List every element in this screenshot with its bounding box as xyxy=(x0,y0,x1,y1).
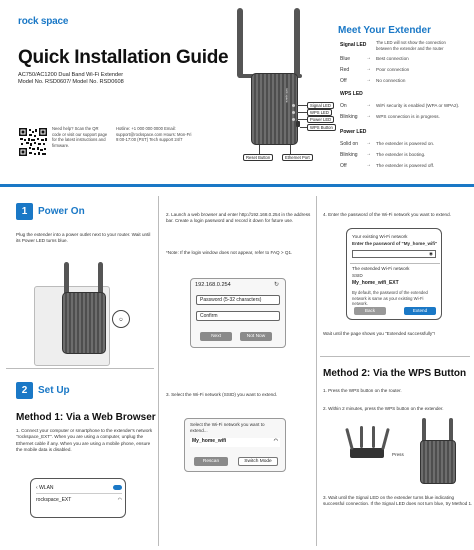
back-button[interactable]: Back xyxy=(354,307,386,315)
router-device xyxy=(350,448,384,458)
confirm-field[interactable]: Confirm xyxy=(196,311,280,321)
qr-code-icon xyxy=(18,127,48,157)
callout-ethernet-port: Ethernet Port xyxy=(282,154,313,161)
power-state: Solid on xyxy=(340,141,359,147)
password-prompt: Enter the password of "My_home_wifi" xyxy=(352,241,438,246)
method2-step2-text: 2. Within 2 minutes, press the WPS button on the extender. xyxy=(323,406,444,411)
next-button[interactable]: Next xyxy=(200,332,232,341)
power-led-icon xyxy=(292,118,295,121)
press-label: Press xyxy=(392,452,404,457)
arrow-icon: → xyxy=(366,66,371,72)
signal-desc: No connection xyxy=(376,78,406,83)
select-prompt: Select the Wi-Fi network you want to extend... xyxy=(190,422,265,433)
wlan-row xyxy=(36,485,122,494)
wps-desc: WPS connection is in progress. xyxy=(376,114,440,119)
step-title: Power On xyxy=(38,206,85,217)
led-column xyxy=(292,103,295,125)
signal-desc: Poor connection xyxy=(376,67,410,72)
address-bar[interactable]: 192.168.0.254 xyxy=(195,282,231,288)
step-number: 1 xyxy=(16,203,33,220)
subtitle-line: Model No. RSD0607/ Model No. RSD0608 xyxy=(18,79,124,86)
signal-led-heading: Signal LED xyxy=(340,42,367,48)
power-desc: The extender is booting. xyxy=(376,152,426,157)
row-divider xyxy=(320,356,470,357)
signal-state: Off xyxy=(340,78,347,84)
column-divider xyxy=(158,196,159,546)
network-option[interactable] xyxy=(190,438,280,447)
power-led-zoom-icon: ⏻ xyxy=(112,310,130,328)
section-divider xyxy=(0,184,474,187)
switch-mode-button[interactable]: Switch Mode xyxy=(238,457,278,466)
method1-step4-text: 4. Enter the password of the Wi-Fi network you want to extend. xyxy=(323,212,451,217)
existing-network-label: Your existing Wi-Fi network xyxy=(352,234,408,239)
arrow-icon: → xyxy=(366,102,371,108)
subtitle xyxy=(18,72,138,86)
signal-state: Red xyxy=(340,67,350,73)
method2-title: Method 2: Via the WPS Button xyxy=(323,368,467,379)
network-ssid: rockspace_EXT xyxy=(36,497,72,503)
callout-signal-led: Signal LED xyxy=(307,102,334,109)
power-desc: The extender is powered on. xyxy=(376,141,435,146)
wps-state: Blinking xyxy=(340,114,358,120)
wps-led-icon xyxy=(292,111,295,114)
method1-step4-after: Wait until the page shows you "Extended successfully"! xyxy=(323,331,436,336)
wps-state: On xyxy=(340,103,347,109)
power-state: Off xyxy=(340,163,347,169)
wifi-icon: ◠ xyxy=(117,497,122,503)
network-ssid: My_home_wifi xyxy=(192,438,227,444)
scan-help-text: Need help? Scan the QR code or visit our support page for the latest instructions and firmware. xyxy=(52,126,108,148)
step1-text: Plug the extender into a power outlet next to your router. Wait until its Power LED turns blue. xyxy=(16,232,151,244)
signal-state: Blue xyxy=(340,56,351,62)
column-divider xyxy=(316,196,317,546)
wifi-password-input[interactable] xyxy=(352,250,436,258)
extended-ssid-suffix: _EXT xyxy=(386,280,399,286)
network-row[interactable] xyxy=(36,497,122,503)
arrow-icon: → xyxy=(366,55,371,61)
extender-device xyxy=(420,440,456,484)
callout-power-led: Power LED xyxy=(307,116,334,123)
wps-led-heading: WPS LED xyxy=(340,91,363,97)
subtitle-line: AC750/AC1200 Dual Band Wi-Fi Extender xyxy=(18,72,124,78)
arrow-icon: → xyxy=(366,151,371,157)
extended-ssid: My_home_wifi xyxy=(352,280,387,286)
signal-led-icon xyxy=(292,104,295,107)
extended-network-note: By default, the password of the extended network is same as your existing Wi-Fi network. xyxy=(352,290,428,307)
method1-step1-text: 1. Connect your computer or smartphone to the extender's network "rockspace_EXT". When you are using a computer, unplug the Ethernet cable if any. When you are using a mobile phone, ensure the mobile data is disabled. xyxy=(16,428,153,453)
antenna-left xyxy=(237,8,243,78)
password-field[interactable]: Password (5-32 characters) xyxy=(196,295,280,305)
method2-step1-text: 1. Press the WPS button on the router. xyxy=(323,388,402,393)
arrow-icon: → xyxy=(366,140,371,146)
method1-title: Method 1: Via a Web Browser xyxy=(16,412,156,423)
extender-device xyxy=(62,292,106,354)
extended-network-label: The extended Wi-Fi network xyxy=(352,266,410,271)
refresh-icon[interactable]: ↻ xyxy=(274,282,280,288)
wlan-label: WLAN xyxy=(39,485,54,491)
arrow-icon: → xyxy=(366,162,371,168)
method1-step3-text: 3. Select the Wi-Fi network (SSID) you want to extend. xyxy=(166,392,278,397)
wps-desc: WiFi security is enabled (WPA or WPA2). xyxy=(376,103,460,108)
chevron-left-icon: ‹ xyxy=(36,485,40,491)
signal-desc: Best connection xyxy=(376,56,409,61)
power-state: Blinking xyxy=(340,152,358,158)
method1-step2-note: *Note: If the login window does not appear, refer to FAQ > Q1. xyxy=(166,250,293,255)
step-number: 2 xyxy=(16,382,33,399)
arrow-icon: → xyxy=(366,113,371,119)
row-divider xyxy=(6,368,154,369)
method1-step2-text: 2. Launch a web browser and enter http://192.168.0.254 in the address bar. Create a login password and record it down for future use. xyxy=(166,212,311,224)
wifi-icon: ◠ xyxy=(273,438,278,444)
page-title: Quick Installation Guide xyxy=(18,47,229,68)
extended-ssid-field[interactable] xyxy=(352,280,436,288)
brand-logo: rock space xyxy=(18,16,69,27)
signal-led-note: The LED will not show the connection between the extender and the router xyxy=(376,40,446,51)
method2-step3-text: 3. Wait until the Signal LED on the extender turns blue indicating successful connection. If the Signal LED does not turn blue, try Method 1. xyxy=(323,495,473,507)
power-led-heading: Power LED xyxy=(340,129,367,135)
rescan-button[interactable]: Rescan xyxy=(194,457,228,466)
extend-button[interactable]: Extend xyxy=(404,307,436,315)
callout-wps-led: WPS LED xyxy=(307,109,332,116)
not-now-button[interactable]: Not Now xyxy=(240,332,272,341)
power-desc: The extender is powered off. xyxy=(376,163,435,168)
step-title: Set Up xyxy=(38,385,70,396)
meet-extender-title: Meet Your Extender xyxy=(338,25,431,36)
wlan-toggle[interactable] xyxy=(113,485,122,490)
ssid-label: SSID xyxy=(352,273,363,278)
arrow-icon: → xyxy=(366,77,371,83)
antenna-right xyxy=(294,8,300,78)
callout-reset-button: Reset Button xyxy=(243,154,273,161)
eye-icon[interactable]: ◉ xyxy=(428,251,433,256)
device-brand-label: rock space xyxy=(285,88,289,103)
callout-wps-button: WPS Button xyxy=(307,124,336,131)
extender-device xyxy=(251,73,298,145)
contact-text: Hotline: +1 000 000 0000 Email: support@rockspace.com Hours: Mon-Fri 9:00-17:00 (PST) Tech support 24/7 xyxy=(116,126,192,143)
